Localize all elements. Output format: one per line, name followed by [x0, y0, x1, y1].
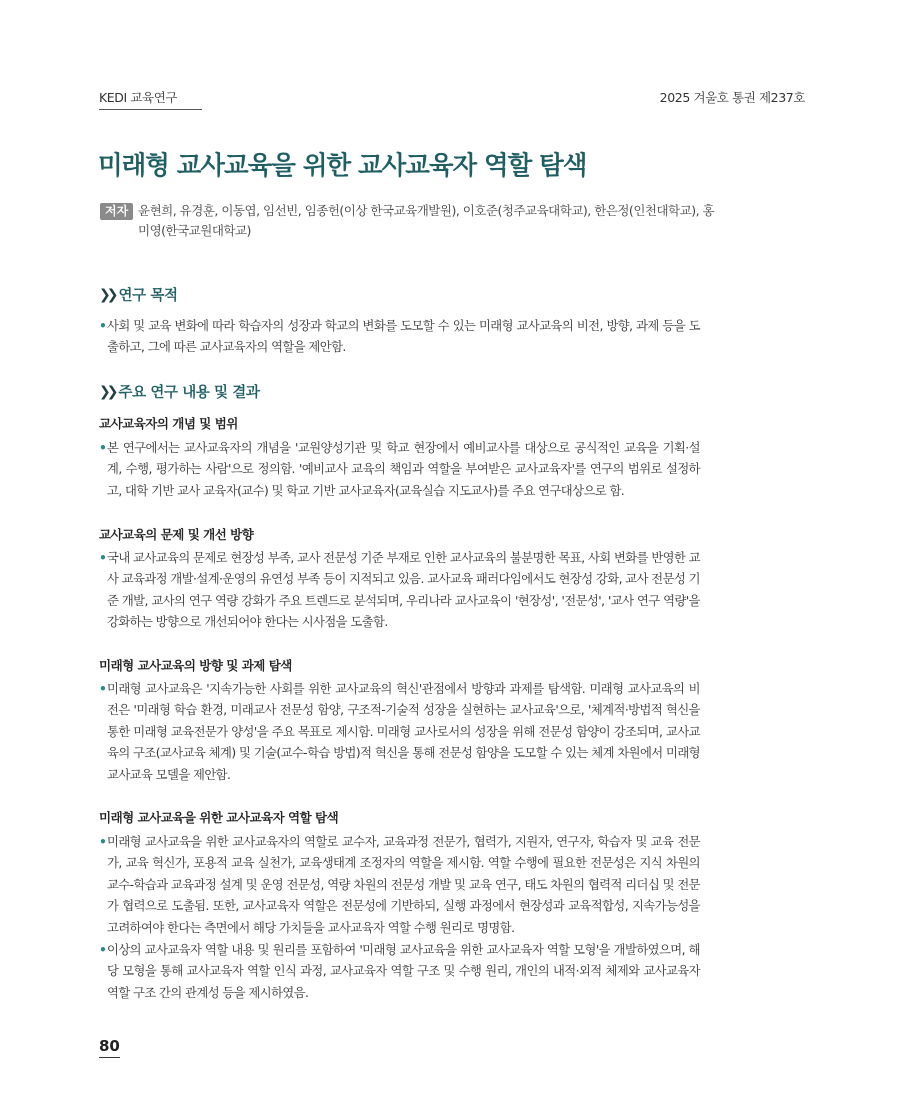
bullet-icon: • — [99, 551, 107, 565]
list-item — [99, 940, 700, 1004]
list-item — [99, 679, 700, 786]
list-item — [99, 832, 700, 939]
article-title: 미래형 교사교육을 위한 교사교육자 역할 탐색 — [98, 151, 587, 181]
double-chevron-icon: ❯❯ — [99, 383, 115, 400]
bullet-icon: • — [99, 319, 107, 333]
list-item — [99, 438, 700, 502]
subheading-roles: 미래형 교사교육을 위한 교사교육자 역할 탐색 — [99, 810, 339, 825]
bullet-text: 국내 교사교육의 문제로 현장성 부족, 교사 전문성 기준 부재로 인한 교사교육의 불분명한 목표, 사회 변화를 반영한 교사 교육과정 개발·설계·운영의 유연성 부족 등이 지적되고 있음. 교사교육 패러다임에서도 현장성 강화, 교사 전문성 기준 개발, 교사의 연구 역량 강화가 주요 트렌드로 분석되며, 우리나라 교사교육이 '현장성', '전문성', '교사 연구 역량'을 강화하는 방향으로 개선되어야 한다는 시사점을 도출함. — [107, 551, 700, 630]
list-item — [99, 316, 700, 359]
author-list: 윤현희, 유경훈, 이동엽, 임선빈, 임종헌(이상 한국교육개발원), 이호준(청주교육대학교), 한은정(인천대학교), 홍미영(한국교원대학교) — [138, 203, 715, 238]
bullet-text: 미래형 교사교육을 위한 교사교육자의 역할로 교수자, 교육과정 전문가, 협력가, 지원자, 연구자, 학습자 및 교육 전문가, 교육 혁신가, 포용적 교육 실천가, 교육생태계 조정자의 역할을 제시함. 역할 수행에 필요한 전문성은 지식 차원의 교수-학습과 교육과정 설계 및 운영 전문성, 역량 차원의 전문성 개발 및 교육 연구, 태도 차원의 협력적 리더십 및 전문가 협력으로 도출됨. 또한, 교사교육자 역할은 전문성에 기반하되, 실행 과정에서 현장성과 교육적합성, 지속가능성을 고려하여야 한다는 측면에서 해당 가치들을 교사교육자 역할 수행 원리로 명명함. — [107, 835, 700, 935]
section-heading-text: 주요 연구 내용 및 결과 — [118, 385, 260, 401]
subheading-concept: 교사교육자의 개념 및 범위 — [99, 416, 238, 431]
journal-name: KEDI 교육연구 — [99, 88, 202, 110]
subheading-problems: 교사교육의 문제 및 개선 방향 — [99, 527, 254, 542]
bullet-text: 이상의 교사교육자 역할 내용 및 원리를 포함하여 '미래형 교사교육을 위한 교사교육자 역할 모형'을 개발하였으며, 해당 모형을 통해 교사교육자 역할 인식 과정, 교사교육자 역할 구조 및 수행 원리, 개인의 내적·외적 체제와 교사교육자 역할 구조 간의 관계성 등을 제시하였음. — [107, 943, 700, 1000]
bullet-text: 미래형 교사교육은 '지속가능한 사회를 위한 교사교육의 혁신'관점에서 방향과 과제를 탐색함. 미래형 교사교육의 비전은 '미래형 학습 환경, 미래교사 전문성 함양, 구조적-기술적 성장을 실현하는 교사교육'으로, '체계적·방법적 혁신을 통한 미래형 교육전문가 양성'을 주요 목표로 제시함. 미래형 교사로서의 성장을 위해 전문성 함양이 강조되며, 교사교육의 구조(교사교육 체계) 및 기술(교수-학습 방법)적 혁신을 통해 전문성 함양을 도모할 수 있는 체계 차원에서 미래형 교사교육 모델을 제안함. — [107, 682, 700, 782]
bullet-icon: • — [99, 943, 107, 957]
page-number: 80 — [99, 1037, 120, 1058]
section-heading-purpose — [99, 284, 178, 305]
subheading-direction: 미래형 교사교육의 방향 및 과제 탐색 — [99, 658, 292, 673]
issue-info: 2025 겨울호 통권 제237호 — [659, 90, 805, 105]
bullet-icon: • — [99, 441, 107, 455]
section-heading-text: 연구 목적 — [118, 288, 178, 304]
bullet-text: 본 연구에서는 교사교육자의 개념을 '교원양성기관 및 학교 현장에서 예비교사를 대상으로 공식적인 교육을 기획·설계, 수행, 평가하는 사람'으로 정의함. '예비교사 교육의 책임과 역할을 부여받은 교사교육자'를 연구의 범위로 설정하고, 대학 기반 교사 교육자(교수) 및 학교 기반 교사교육자(교육실습 지도교사)를 주요 연구대상으로 함. — [107, 441, 700, 498]
double-chevron-icon: ❯❯ — [99, 286, 115, 303]
author-label-badge: 저자 — [100, 203, 133, 220]
list-item — [99, 548, 700, 634]
bullet-icon: • — [99, 682, 107, 696]
bullet-icon: • — [99, 835, 107, 849]
section-heading-results — [99, 381, 260, 402]
bullet-text: 사회 및 교육 변화에 따라 학습자의 성장과 학교의 변화를 도모할 수 있는 미래형 교사교육의 비전, 방향, 과제 등을 도출하고, 그에 따른 교사교육자의 역할을 제안함. — [107, 319, 700, 355]
